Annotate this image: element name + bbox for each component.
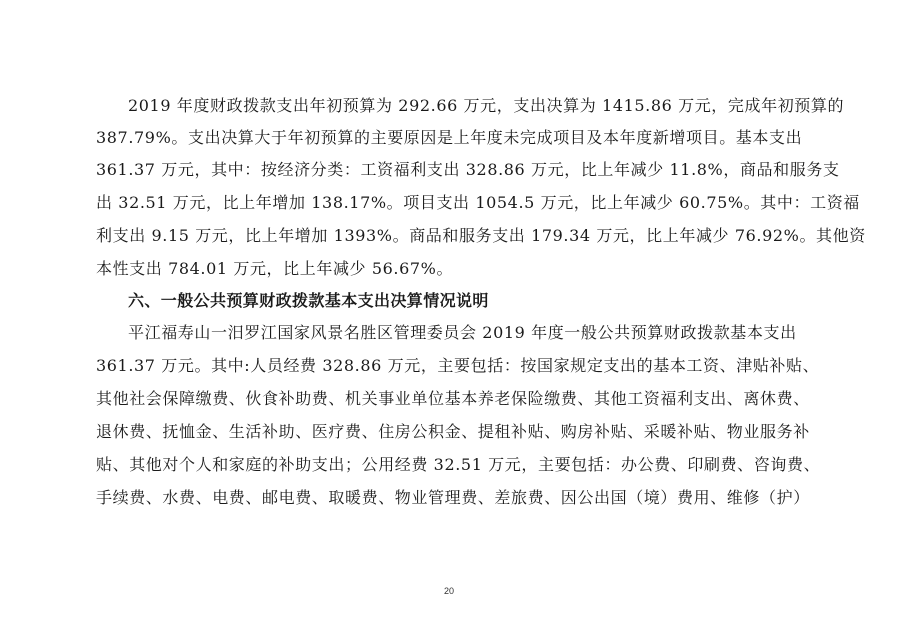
paragraph-line: 出 32.51 万元，比上年增加 138.17%。项目支出 1054.5 万元，比上年减少 60.75%。其中：工资福 bbox=[96, 193, 860, 212]
paragraph-line: 361.37 万元。其中:人员经费 328.86 万元，主要包括：按国家规定支出的基本工资、津贴补贴、 bbox=[96, 356, 820, 375]
paragraph-line: 361.37 万元，其中：按经济分类：工资福利支出 328.86 万元，比上年减少 11.8%，商品和服务支 bbox=[96, 160, 840, 179]
paragraph-line: 其他社会保障缴费、伙食补助费、机关事业单位基本养老保险缴费、其他工资福利支出、离休费、 bbox=[96, 389, 810, 408]
paragraph-line: 利支出 9.15 万元，比上年增加 1393%。商品和服务支出 179.34 万元，比上年减少 76.92%。其他资 bbox=[96, 226, 866, 245]
paragraph-line: 贴、其他对个人和家庭的补助支出；公用经费 32.51 万元，主要包括：办公费、印刷费、咨询费、 bbox=[96, 455, 821, 474]
page-number: 20 bbox=[443, 586, 454, 596]
paragraph-line: 本性支出 784.01 万元，比上年减少 56.67%。 bbox=[96, 259, 454, 278]
paragraph-line: 387.79%。支出决算大于年初预算的主要原因是上年度未完成项目及本年度新增项目。基本支出 bbox=[96, 128, 803, 147]
paragraph-line: 手续费、水费、电费、邮电费、取暖费、物业管理费、差旅费、因公出国（境）费用、维修（护） bbox=[96, 488, 810, 507]
paragraph-line: 2019 年度财政拨款支出年初预算为 292.66 万元，支出决算为 1415.86 万元，完成年初预算的 bbox=[128, 96, 845, 115]
section-heading: 六、一般公共预算财政拨款基本支出决算情况说明 bbox=[128, 291, 489, 310]
paragraph-line: 退休费、抚恤金、生活补助、医疗费、住房公积金、提租补贴、购房补贴、采暖补贴、物业服务补 bbox=[96, 422, 810, 441]
paragraph-line: 平江福寿山一汨罗江国家风景名胜区管理委员会 2019 年度一般公共预算财政拨款基本支出 bbox=[128, 323, 797, 342]
